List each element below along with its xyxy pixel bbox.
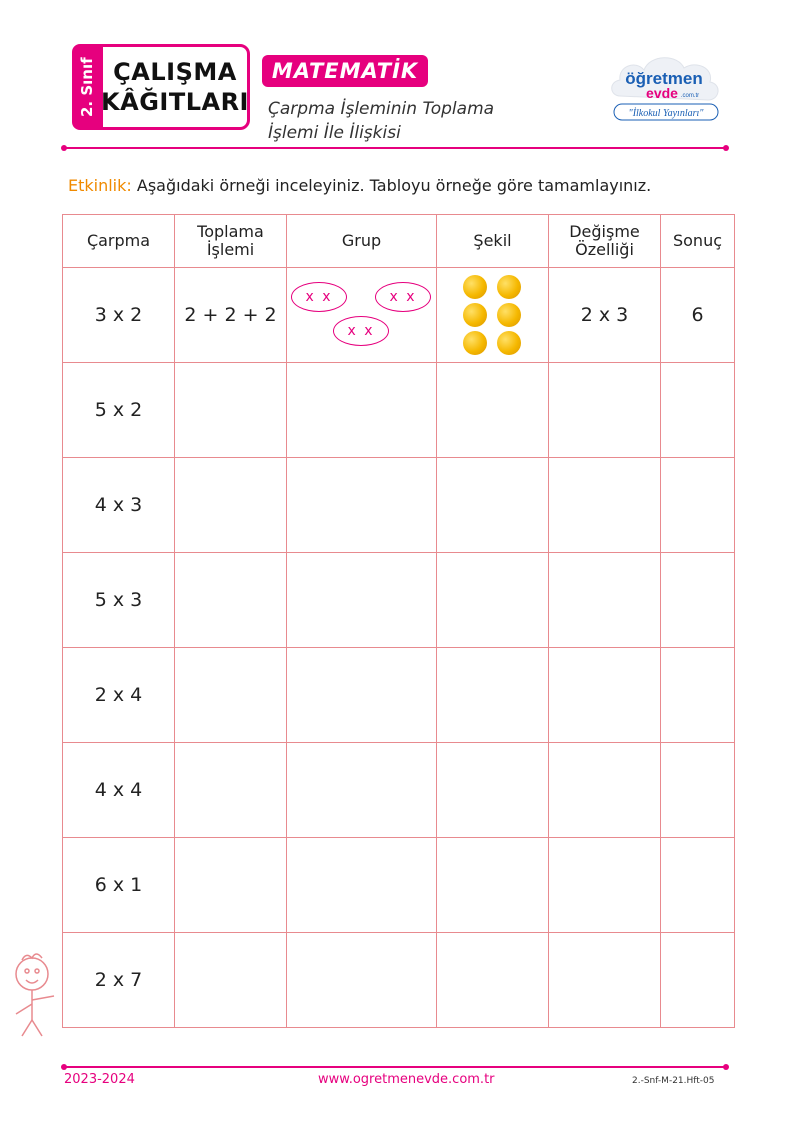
answer-cell[interactable] bbox=[549, 648, 661, 743]
answer-cell[interactable] bbox=[287, 553, 437, 648]
divider-dot-left bbox=[61, 145, 67, 151]
header-sonuc: Sonuç bbox=[661, 215, 735, 268]
answer-cell[interactable] bbox=[437, 743, 549, 838]
table-row bbox=[63, 838, 735, 933]
footer-dot-right bbox=[723, 1064, 729, 1070]
example-degisme: 2 x 3 bbox=[549, 268, 661, 363]
logo-text-2: evde bbox=[646, 85, 678, 101]
example-grup-cell bbox=[287, 268, 437, 363]
topic-title bbox=[268, 97, 494, 145]
header-grup: Grup bbox=[287, 215, 437, 268]
row-carpma: 4 x 3 bbox=[63, 458, 175, 553]
coin-icon bbox=[497, 275, 521, 299]
logo-domain: .com.tr bbox=[680, 93, 700, 99]
example-toplama: 2 + 2 + 2 bbox=[175, 268, 287, 363]
answer-cell[interactable] bbox=[287, 363, 437, 458]
answer-cell[interactable] bbox=[287, 458, 437, 553]
answer-cell[interactable] bbox=[175, 553, 287, 648]
answer-cell[interactable] bbox=[549, 933, 661, 1028]
answer-cell[interactable] bbox=[437, 933, 549, 1028]
answer-cell[interactable] bbox=[661, 458, 735, 553]
footer-code: 2.-Snf-M-21.Hft-05 bbox=[632, 1076, 715, 1086]
answer-cell[interactable] bbox=[287, 743, 437, 838]
answer-cell[interactable] bbox=[175, 363, 287, 458]
activity-instruction bbox=[68, 176, 651, 195]
answer-cell[interactable] bbox=[175, 933, 287, 1028]
answer-cell[interactable] bbox=[661, 648, 735, 743]
answer-cell[interactable] bbox=[175, 743, 287, 838]
table-header-row bbox=[63, 215, 735, 268]
example-sekil-cell bbox=[437, 268, 549, 363]
row-carpma: 2 x 7 bbox=[63, 933, 175, 1028]
answer-cell[interactable] bbox=[437, 363, 549, 458]
group-oval: x x bbox=[375, 282, 431, 312]
subject-badge: MATEMATİK bbox=[262, 55, 428, 87]
header-sekil: Şekil bbox=[437, 215, 549, 268]
coin-icon bbox=[463, 303, 487, 327]
answer-cell[interactable] bbox=[661, 553, 735, 648]
table-row bbox=[63, 648, 735, 743]
row-carpma: 4 x 4 bbox=[63, 743, 175, 838]
answer-cell[interactable] bbox=[437, 838, 549, 933]
answer-cell[interactable] bbox=[661, 363, 735, 458]
answer-cell[interactable] bbox=[661, 743, 735, 838]
header-degisme-line2: Özelliği bbox=[575, 240, 634, 259]
answer-cell[interactable] bbox=[549, 838, 661, 933]
group-oval: x x bbox=[333, 316, 389, 346]
coin-icon bbox=[463, 275, 487, 299]
worksheet-title-box bbox=[100, 44, 250, 130]
table-row bbox=[63, 933, 735, 1028]
answer-cell[interactable] bbox=[287, 933, 437, 1028]
answer-cell[interactable] bbox=[549, 743, 661, 838]
answer-cell[interactable] bbox=[175, 838, 287, 933]
header-degisme bbox=[549, 215, 661, 268]
example-sonuc: 6 bbox=[661, 268, 735, 363]
footer-dot-left bbox=[61, 1064, 67, 1070]
answer-cell[interactable] bbox=[175, 458, 287, 553]
header-carpma: Çarpma bbox=[63, 215, 175, 268]
table-row bbox=[63, 363, 735, 458]
activity-text: Aşağıdaki örneği inceleyiniz. Tabloyu örneğe göre tamamlayınız. bbox=[136, 176, 652, 195]
answer-cell[interactable] bbox=[549, 458, 661, 553]
header-degisme-line1: Değişme bbox=[569, 222, 640, 241]
coin-grid bbox=[437, 275, 548, 355]
table-row bbox=[63, 458, 735, 553]
answer-cell[interactable] bbox=[437, 648, 549, 743]
coin-icon bbox=[497, 331, 521, 355]
row-carpma: 5 x 3 bbox=[63, 553, 175, 648]
answer-cell[interactable] bbox=[437, 458, 549, 553]
answer-cell[interactable] bbox=[287, 838, 437, 933]
title-line-2: KÂĞITLARI bbox=[101, 88, 249, 116]
answer-cell[interactable] bbox=[661, 933, 735, 1028]
header-toplama-line1: Toplama bbox=[197, 222, 264, 241]
answer-cell[interactable] bbox=[287, 648, 437, 743]
header-toplama bbox=[175, 215, 287, 268]
example-carpma: 3 x 2 bbox=[63, 268, 175, 363]
footer-url[interactable]: www.ogretmenevde.com.tr bbox=[318, 1072, 495, 1087]
answer-cell[interactable] bbox=[661, 838, 735, 933]
header-divider bbox=[64, 147, 726, 149]
table-row bbox=[63, 743, 735, 838]
answer-cell[interactable] bbox=[437, 553, 549, 648]
table-row bbox=[63, 553, 735, 648]
topic-line-1: Çarpma İşleminin Toplama bbox=[268, 99, 495, 119]
answer-cell[interactable] bbox=[549, 553, 661, 648]
group-oval: x x bbox=[291, 282, 347, 312]
activity-label: Etkinlik: bbox=[68, 176, 132, 195]
answer-cell[interactable] bbox=[549, 363, 661, 458]
coin-icon bbox=[463, 331, 487, 355]
footer-divider bbox=[64, 1066, 726, 1068]
multiplication-table bbox=[62, 214, 735, 1028]
title-line-1: ÇALIŞMA bbox=[113, 58, 237, 86]
row-carpma: 5 x 2 bbox=[63, 363, 175, 458]
logo-tagline: "İlkokul Yayınları" bbox=[628, 108, 704, 119]
table-row-example bbox=[63, 268, 735, 363]
footer-year: 2023-2024 bbox=[64, 1072, 135, 1087]
child-doodle-illustration bbox=[8, 944, 68, 1040]
divider-dot-right bbox=[723, 145, 729, 151]
ogretmenevde-logo bbox=[606, 44, 724, 130]
header-toplama-line2: İşlemi bbox=[206, 240, 255, 259]
row-carpma: 6 x 1 bbox=[63, 838, 175, 933]
grade-label: 2. Sınıf bbox=[78, 57, 96, 117]
coin-icon bbox=[497, 303, 521, 327]
logo-text-1: öğretmen bbox=[625, 69, 703, 88]
topic-line-2: İşlemi İle İlişkisi bbox=[268, 123, 401, 143]
answer-cell[interactable] bbox=[175, 648, 287, 743]
row-carpma: 2 x 4 bbox=[63, 648, 175, 743]
